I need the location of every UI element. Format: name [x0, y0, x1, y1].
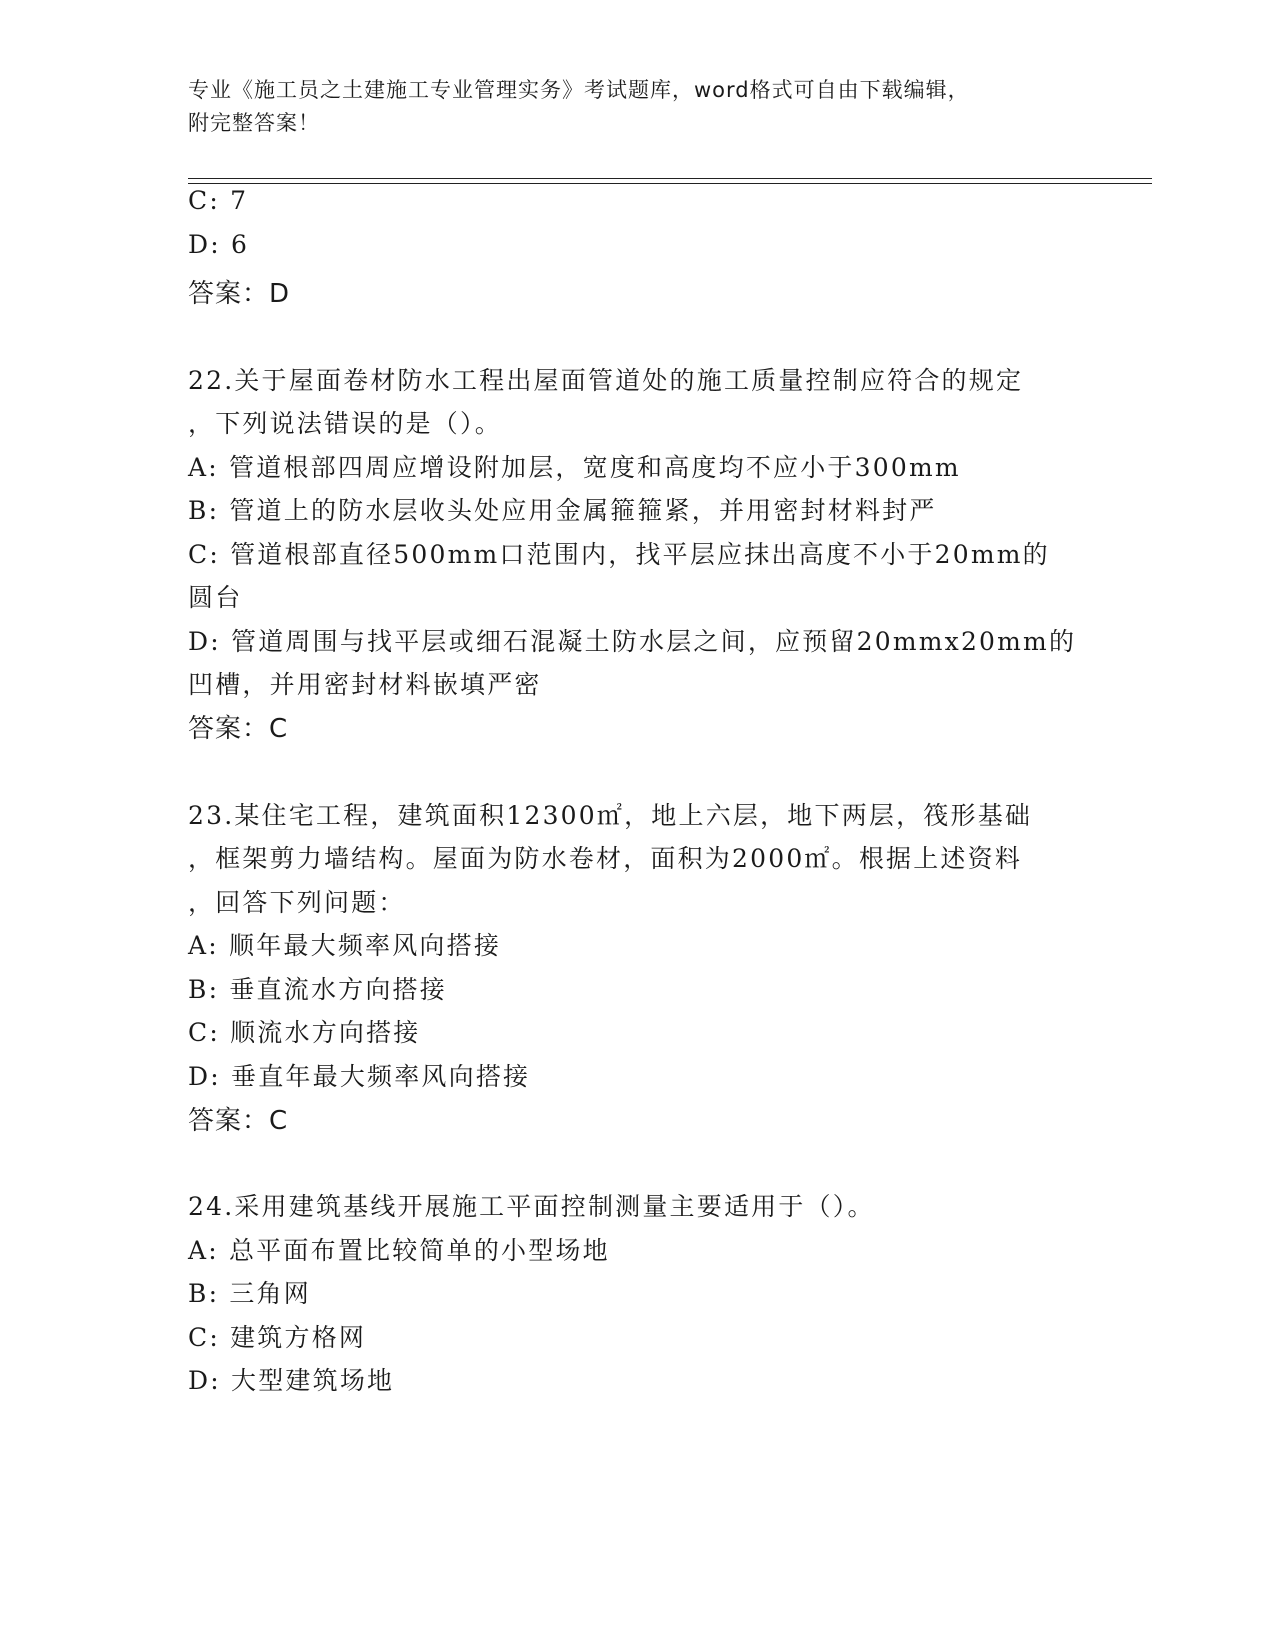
q24-option-b: B: 三角网	[188, 1279, 311, 1308]
q22-option-c-line-1: C: 管道根部直径500mm口范围内，找平层应抹出高度不小于20mm的	[188, 540, 1050, 569]
q22-option-d-line-1: D: 管道周围与找平层或细石混凝土防水层之间，应预留20mmx20mm的	[188, 627, 1077, 656]
q24-option-a: A: 总平面布置比较简单的小型场地	[188, 1236, 610, 1265]
header-line-2: 附完整答案！	[188, 111, 320, 135]
prev-option-c: C: 7	[188, 186, 249, 215]
q23-stem-line-2: ，框架剪力墙结构。屋面为防水卷材，面积为2000㎡。根据上述资料	[188, 844, 1023, 873]
header-line-1: 专业《施工员之土建施工专业管理实务》考试题库，word格式可自由下载编辑，	[188, 78, 970, 102]
prev-option-d: D: 6	[188, 230, 250, 259]
q23-option-a: A: 顺年最大频率风向搭接	[188, 931, 502, 960]
q23-option-d: D: 垂直年最大频率风向搭接	[188, 1062, 531, 1091]
q22-option-b: B: 管道上的防水层收头处应用金属箍箍紧，并用密封材料封严	[188, 496, 937, 525]
q23-option-b: B: 垂直流水方向搭接	[188, 975, 447, 1004]
q24-option-c: C: 建筑方格网	[188, 1323, 367, 1352]
q24-stem-line-1: 24.采用建筑基线开展施工平面控制测量主要适用于（）。	[188, 1192, 875, 1221]
q22-option-d-line-2: 凹槽，并用密封材料嵌填严密	[188, 670, 542, 699]
document-header	[188, 74, 1088, 140]
q23-stem-line-1: 23.某住宅工程，建筑面积12300㎡，地上六层，地下两层，筏形基础	[188, 801, 1033, 830]
q23-answer: 答案：C	[188, 1106, 289, 1136]
q22-stem-line-2: ，下列说法错误的是（）。	[188, 409, 502, 438]
q23-option-c: C: 顺流水方向搭接	[188, 1018, 421, 1047]
header-rule-bottom	[188, 183, 1152, 184]
q24-option-d: D: 大型建筑场地	[188, 1366, 395, 1395]
prev-answer: 答案：D	[188, 279, 291, 309]
header-rule-top	[188, 178, 1152, 179]
q23-stem-line-3: ，回答下列问题：	[188, 888, 406, 917]
q22-answer: 答案：C	[188, 714, 289, 744]
q22-option-c-line-2: 圆台	[188, 583, 243, 612]
q22-stem-line-1: 22.关于屋面卷材防水工程出屋面管道处的施工质量控制应符合的规定	[188, 366, 1024, 395]
q22-option-a: A: 管道根部四周应增设附加层，宽度和高度均不应小于300mm	[188, 453, 961, 482]
